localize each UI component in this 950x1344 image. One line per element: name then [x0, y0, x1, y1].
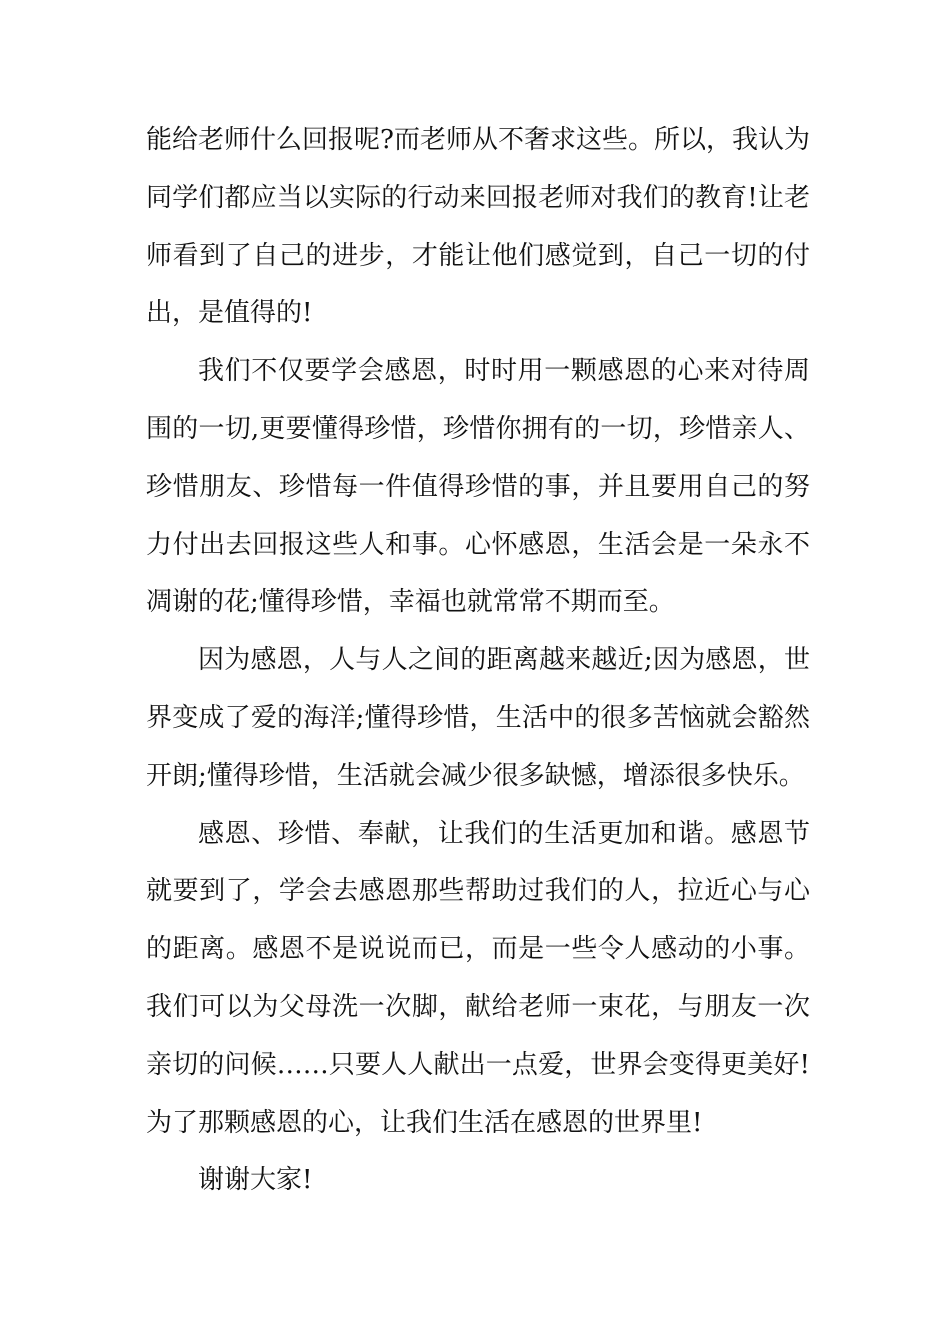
paragraph-closing-thanks: 谢谢大家!	[198, 1165, 313, 1196]
paragraph-gratitude-cherish: 我们不仅要学会感恩，时时用一颗感恩的心来对待周围的一切,更要懂得珍惜，珍惜你拥有的一切，珍惜亲人、珍惜朋友、珍惜每一件值得珍惜的事，并且要用自己的努力付出去回报这些人和事。心怀感恩，生活会是一朵永不凋谢的花;懂得珍惜，幸福也就常常不期而至。	[146, 356, 810, 618]
paragraph-thanksgiving: 感恩、珍惜、奉献，让我们的生活更加和谐。感恩节就要到了，学会去感恩那些帮助过我们的人，拉近心与心的距离。感恩不是说说而已，而是一些令人感动的小事。我们可以为父母洗一次脚，献给老师一束花，与朋友一次亲切的问候……只要人人献出一点爱，世界会变得更美好!为了那颗感恩的心，让我们生活在感恩的世界里!	[146, 818, 810, 1138]
speech-body	[146, 112, 810, 1210]
paragraph-because-gratitude: 因为感恩，人与人之间的距离越来越近;因为感恩，世界变成了爱的海洋;懂得珍惜，生活中的很多苦恼就会豁然开朗;懂得珍惜，生活就会减少很多缺憾，增添很多快乐。	[146, 645, 810, 791]
paragraph-continuation: 能给老师什么回报呢?而老师从不奢求这些。所以，我认为同学们都应当以实际的行动来回报老师对我们的教育!让老师看到了自己的进步，才能让他们感觉到，自己一切的付出，是值得的!	[146, 125, 810, 329]
